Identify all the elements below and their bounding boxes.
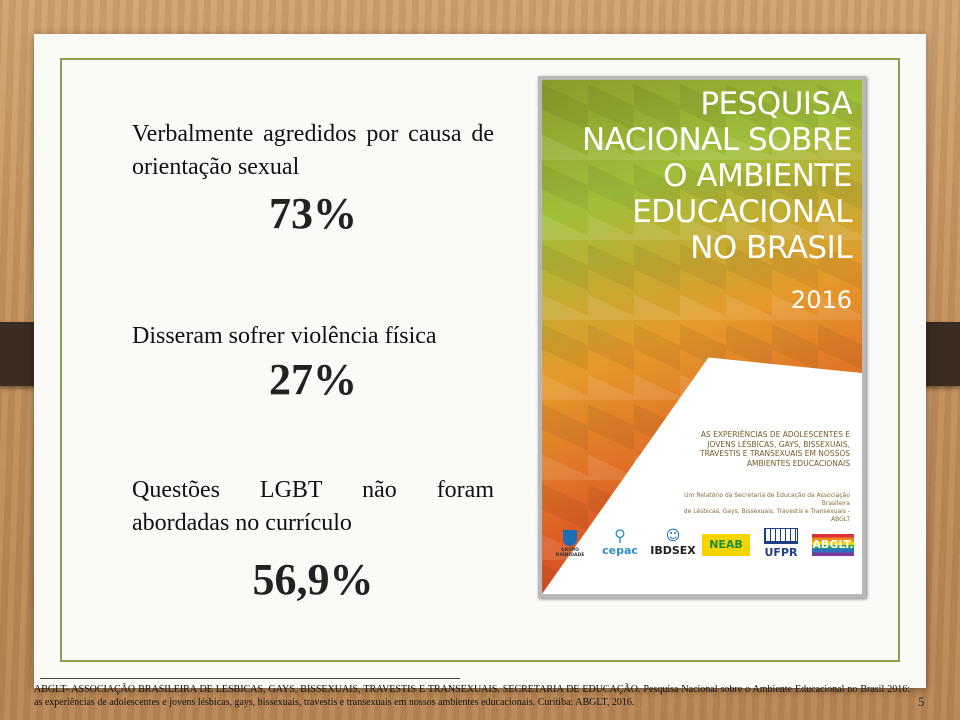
logo-grupo-dignidade (550, 530, 590, 566)
stat-label-physical: Disseram sofrer violência física (132, 323, 437, 349)
page-number: 5 (918, 694, 925, 709)
cover-subtitle-line: JOVENS LÉSBICAS, GAYS, BISSEXUAIS, (707, 439, 850, 449)
cover-subtitle-line: AMBIENTES EDUCACIONAIS (746, 458, 850, 468)
stat-value-curriculum: 56,9% (252, 555, 374, 604)
logo-ibdsex-text: IBDSEX (650, 544, 696, 557)
ibdsex-person-icon: ☺ (665, 528, 681, 544)
cover-title-line: O AMBIENTE (663, 158, 852, 194)
cover-title-line: EDUCACIONAL (632, 194, 852, 230)
ufpr-building-icon (764, 528, 798, 544)
stat-value-physical: 27% (269, 355, 357, 404)
cover-title-line: NO BRASIL (690, 230, 852, 266)
report-cover (538, 76, 866, 598)
logo-ufpr-text: UFPR (764, 546, 798, 559)
logo-abglt: ABGLT. (812, 534, 854, 556)
logo-ufpr (756, 528, 806, 559)
cover-logos (550, 528, 854, 568)
cover-subtitle-line: TRAVESTIS E TRANSEXUAIS EM NOSSOS (700, 449, 850, 458)
dignidade-shield-icon (563, 530, 577, 546)
logo-ibdsex (650, 528, 696, 557)
stat-value-verbal: 73% (269, 189, 357, 238)
cover-note-line: Um Relatório da Secretaria de Educação da Associação Brasileira (684, 492, 850, 507)
logo-cepac (598, 528, 642, 557)
cover-note (680, 492, 850, 524)
logo-neab: NEAB (702, 534, 750, 556)
cover-title (542, 86, 852, 266)
logo-cepac-text: cepac (602, 544, 638, 557)
logo-dignidade-text: GRUPO DIGNIDADE (555, 548, 585, 558)
cover-title-line: NACIONAL SOBRE (581, 122, 852, 158)
cover-note-line: de Lésbicas, Gays, Bissexuais, Travestis e Transexuais - ABGLT (683, 508, 850, 523)
stat-label-verbal: Verbalmente agredidos por causa de orientação sexual (132, 121, 494, 180)
cover-year: 2016 (790, 286, 852, 314)
cepac-figure-icon: ⚲ (614, 526, 626, 545)
cover-subtitle (660, 430, 850, 468)
report-cover-art (542, 80, 862, 594)
cover-title-line: PESQUISA (700, 86, 852, 122)
reference-divider (40, 678, 460, 679)
cover-subtitle-line: AS EXPERIÊNCIAS DE ADOLESCENTES E (700, 430, 850, 439)
reference-citation: ABGLT- ASSOCIAÇÃO BRASILEIRA DE LESBICAS, GAYS, BISSEXUAIS, TRAVESTIS E TRANSEXUAIS. SECRETARIA DE EDUCAÇÃO. Pesquisa Nacional sobre o Ambiente Educacional no Brasil 2016: as experiências de adolescentes e jovens lésbicas, gays, bissexuais, travestis e transexuais em nossos ambientes educacionais. Curitiba: ABGLT, 2016. (34, 684, 910, 708)
stat-label-curriculum: Questões LGBT não foram abordadas no currículo (132, 477, 494, 536)
